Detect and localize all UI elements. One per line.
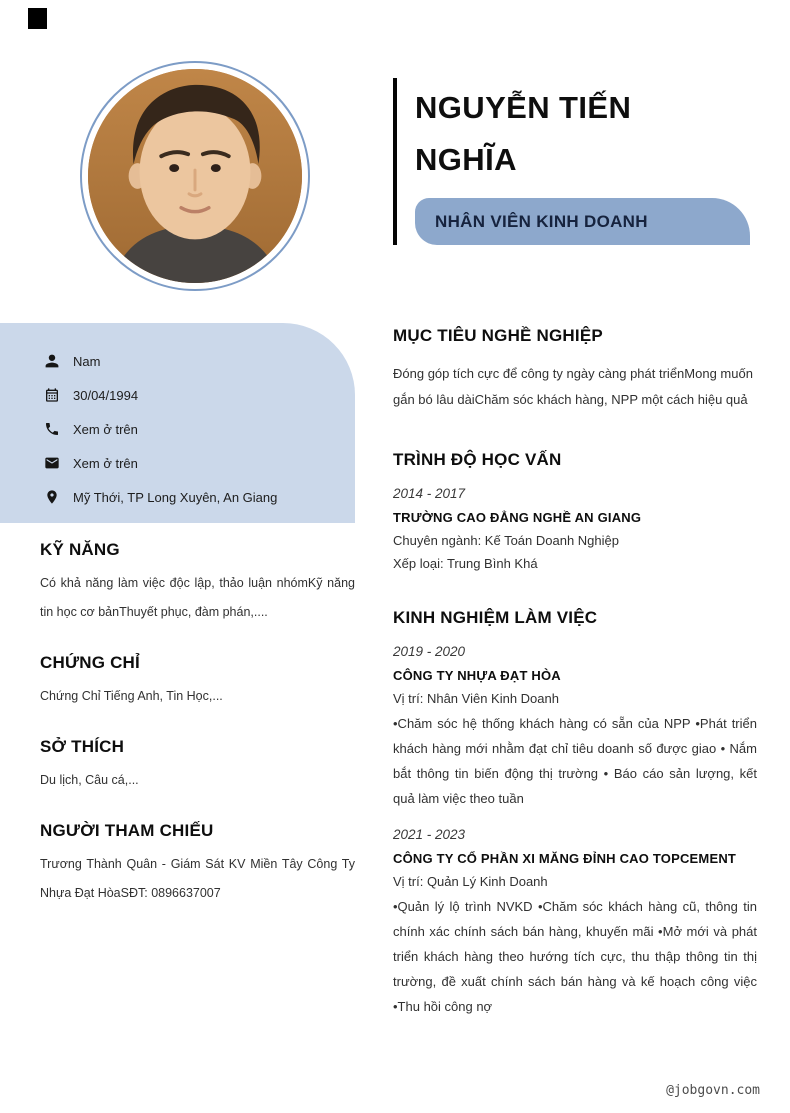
section-references <box>40 821 355 908</box>
hobbies-body: Du lịch, Câu cá,... <box>40 773 139 787</box>
experience-entry <box>393 644 757 811</box>
certificates-title: CHỨNG CHỈ <box>40 653 140 672</box>
education-entry <box>393 486 757 571</box>
left-column <box>40 540 355 934</box>
corner-mark <box>28 8 47 29</box>
contact-item-address <box>44 480 355 514</box>
education-major: Chuyên ngành: Kế Toán Doanh Nghiệp <box>393 533 619 548</box>
job-title-banner <box>415 198 750 245</box>
section-hobbies <box>40 737 355 795</box>
experience-period: 2019 - 2020 <box>393 644 466 659</box>
contact-email: Xem ở trên <box>73 455 138 471</box>
experience-description: •Quản lý lộ trình NVKD •Chăm sóc khách hàng cũ, thông tin chính xác chính sách bán hàng, khuyến mãi •Mở mới và phát triển khách hàng theo hướng tích cực, thu thập thông tin thị trường, đề xuất chính sách bán hàng và kế hoạch công việc •Thu hồi công nợ <box>393 899 757 1014</box>
education-period: 2014 - 2017 <box>393 486 466 501</box>
education-title: TRÌNH ĐỘ HỌC VẤN <box>393 450 562 469</box>
experience-entry <box>393 827 757 1019</box>
envelope-icon <box>44 455 60 471</box>
profile-photo-illustration <box>88 69 302 283</box>
candidate-name <box>415 82 760 186</box>
contact-item-email <box>44 446 355 480</box>
skills-title: KỸ NĂNG <box>40 540 120 559</box>
hobbies-title: SỞ THÍCH <box>40 737 125 756</box>
contact-info-panel <box>0 323 355 523</box>
references-title: NGƯỜI THAM CHIẾU <box>40 821 214 840</box>
skills-body: Có khả năng làm việc độc lập, thảo luận nhómKỹ năng tin học cơ bảnThuyết phục, đàm phán,.... <box>40 576 355 619</box>
phone-icon <box>44 421 60 437</box>
objective-body: Đóng góp tích cực để công ty ngày càng phát triểnMong muốn gắn bó lâu dàiChăm sóc khách hàng, NPP một cách hiệu quả <box>393 366 753 407</box>
contact-address: Mỹ Thới, TP Long Xuyên, An Giang <box>73 489 278 505</box>
section-skills <box>40 540 355 627</box>
references-body: Trương Thành Quân - Giám Sát KV Miền Tây Công Ty Nhựa Đạt HòaSĐT: 0896637007 <box>40 857 355 900</box>
experience-description: •Chăm sóc hệ thống khách hàng có sẵn của NPP •Phát triển khách hàng mới nhằm đạt chỉ tiêu doanh số được giao • Nắm bắt thông tin biến động thị trường • Báo cáo sản lượng, kết quả làm việc theo tuần <box>393 716 757 806</box>
candidate-name-line1: NGUYỄN TIẾN <box>415 90 632 125</box>
person-icon <box>44 353 60 369</box>
location-icon <box>44 489 60 505</box>
experience-position: Vị trí: Nhân Viên Kinh Doanh <box>393 691 559 706</box>
contact-item-birthday <box>44 378 355 412</box>
experience-position: Vị trí: Quản Lý Kinh Doanh <box>393 874 548 889</box>
candidate-name-line2: NGHĨA <box>415 142 517 177</box>
contact-item-phone <box>44 412 355 446</box>
site-watermark: @jobgovn.com <box>666 1083 760 1098</box>
experience-company: CÔNG TY NHỰA ĐẠT HÒA <box>393 668 561 683</box>
experience-title: KINH NGHIỆM LÀM VIỆC <box>393 608 598 627</box>
certificates-body: Chứng Chỉ Tiếng Anh, Tin Học,... <box>40 689 223 703</box>
name-accent-bar <box>393 78 397 245</box>
profile-photo-ring <box>80 61 310 291</box>
contact-gender: Nam <box>73 353 101 369</box>
section-certificates <box>40 653 355 711</box>
contact-birthday: 30/04/1994 <box>73 387 139 403</box>
education-grade: Xếp loại: Trung Bình Khá <box>393 556 538 571</box>
experience-company: CÔNG TY CỔ PHẦN XI MĂNG ĐỈNH CAO TOPCEMENT <box>393 851 737 866</box>
profile-photo <box>88 69 302 283</box>
contact-item-gender <box>44 344 355 378</box>
contact-phone: Xem ở trên <box>73 421 138 437</box>
calendar-icon <box>44 387 60 403</box>
experience-period: 2021 - 2023 <box>393 827 466 842</box>
education-school: TRƯỜNG CAO ĐẲNG NGHỀ AN GIANG <box>393 510 642 525</box>
right-column <box>393 326 757 1019</box>
objective-title: MỤC TIÊU NGHỀ NGHIỆP <box>393 326 603 345</box>
job-title: NHÂN VIÊN KINH DOANH <box>435 211 648 231</box>
